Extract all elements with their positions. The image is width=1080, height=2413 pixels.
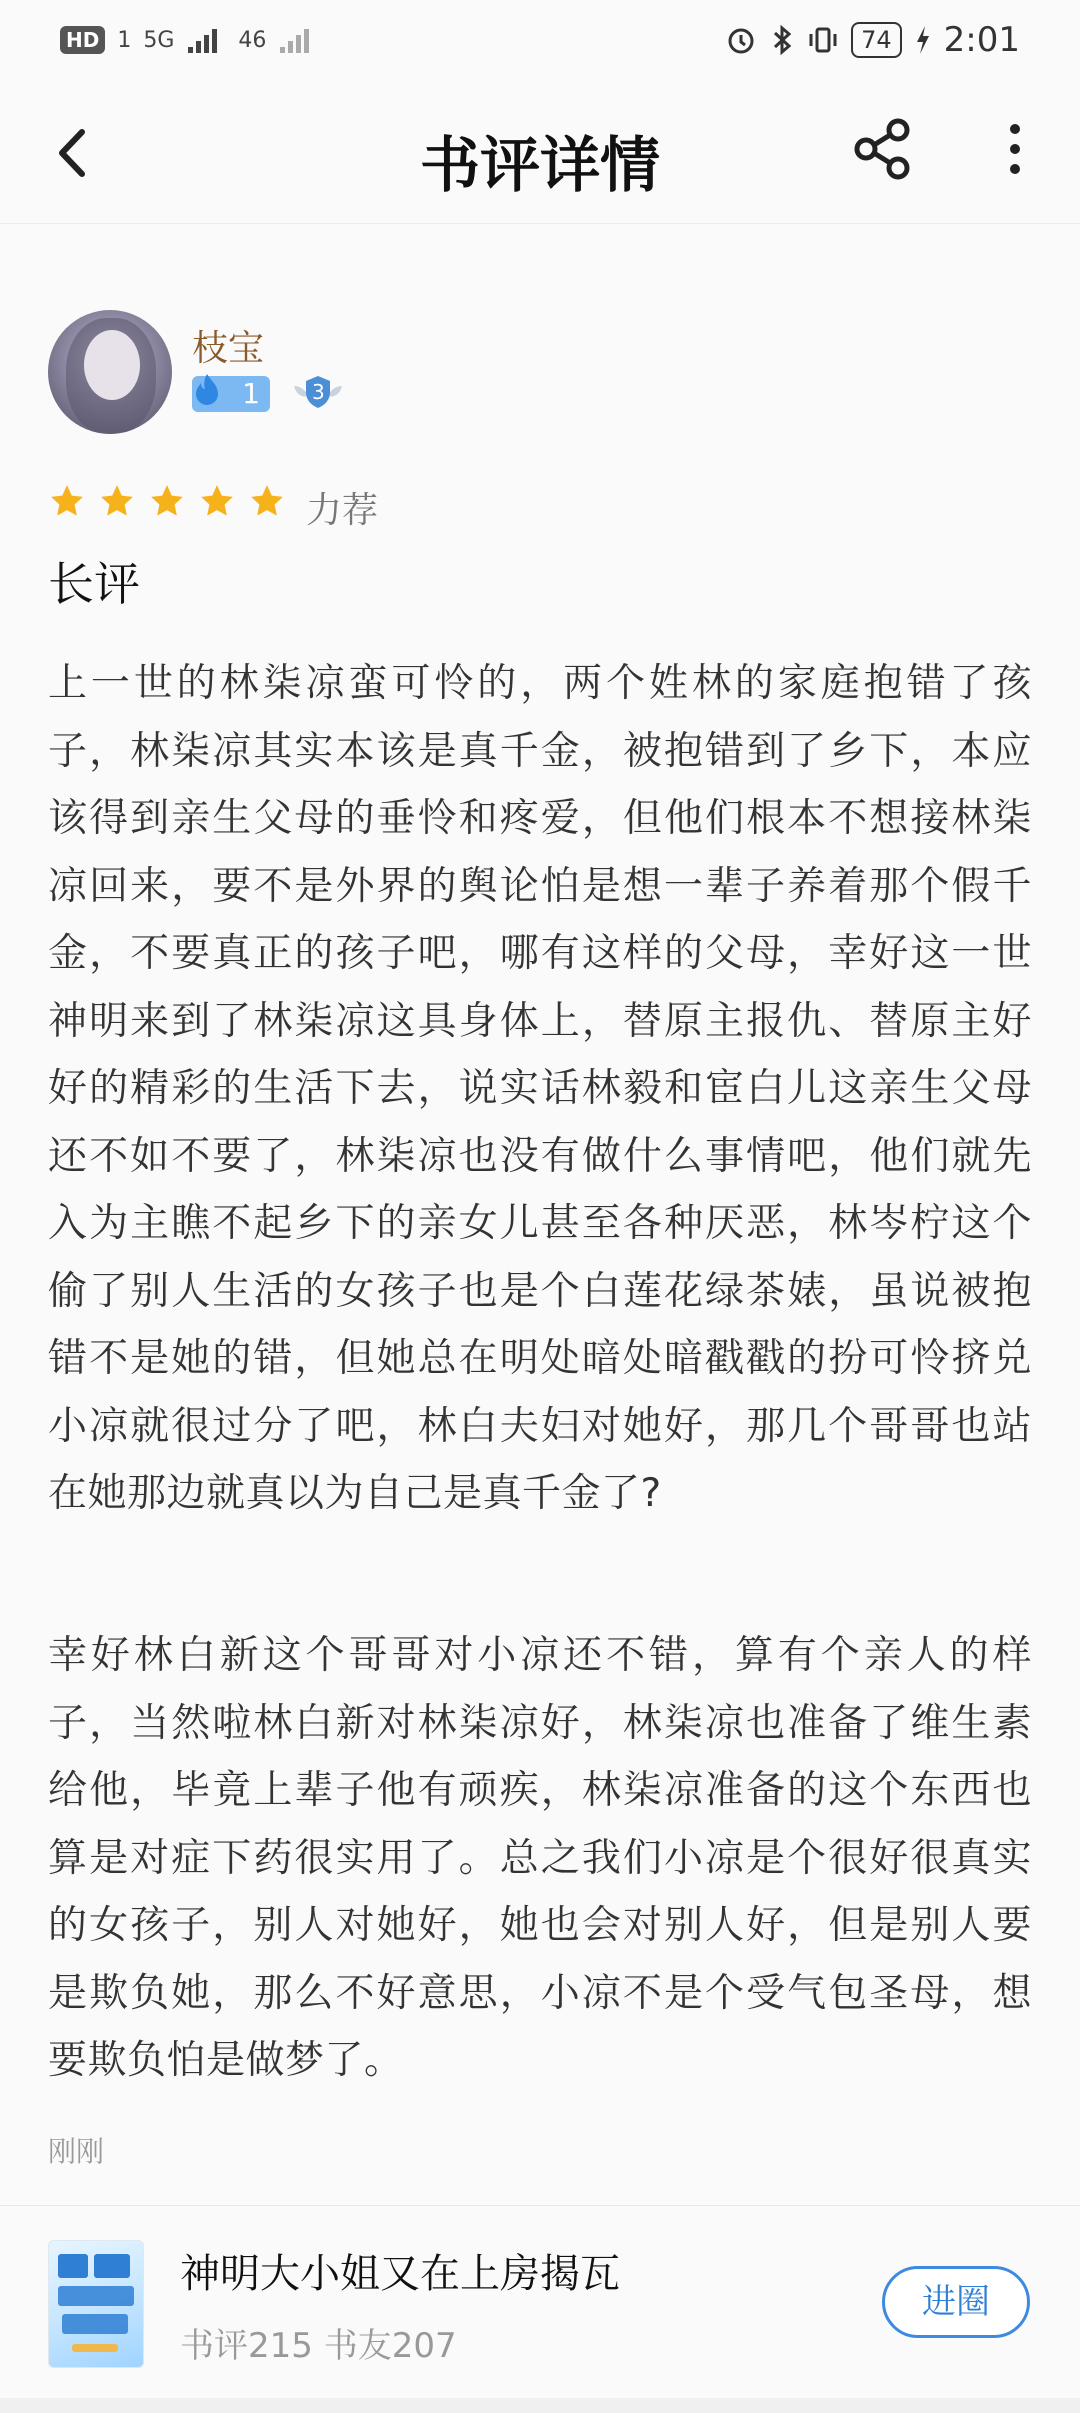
review-type: 长评 xyxy=(48,557,140,611)
battery-indicator: 74 xyxy=(851,22,902,58)
book-cover[interactable] xyxy=(48,2240,144,2368)
page-title: 书评详情 xyxy=(420,131,660,201)
status-bar xyxy=(0,0,1080,80)
star-icon xyxy=(198,482,236,520)
network-46: 46 xyxy=(238,27,267,53)
book-title[interactable]: 神明大小姐又在上房揭瓦 xyxy=(180,2251,620,2297)
level-badge xyxy=(192,376,270,412)
enter-circle-button[interactable]: 进圈 xyxy=(882,2266,1030,2338)
review-timestamp: 刚刚 xyxy=(48,2135,105,2168)
share-icon[interactable] xyxy=(848,114,918,184)
review-paragraph: 上一世的林柒凉蛮可怜的，两个姓林的家庭抱错了孩子，林柒凉其实本该是真千金，被抱错到了乡下，本应该得到亲生父母的垂怜和疼爱，但他们根本不想接林柒凉回来，要不是外界的舆论怕是想一辈子养着那个假千金，不要真正的孩子吧，哪有这样的父母，幸好这一世神明来到了林柒凉这具身体上，替原主报仇、替原主好好的精彩的生活下去，说实话林毅和宦白儿这亲生父母还不如不要了，林柒凉也没有做什么事情吧，他们就先入为主瞧不起乡下的亲女儿甚至各种厌恶，林岑柠这个偷了别人生活的女孩子也是个白莲花绿茶婊，虽说被抱错不是她的错，但她总在明处暗处暗戳戳的扮可怜挤兑小凉就很过分了吧，林白夫妇对她好，那几个哥哥也站在她那边就真以为自己是真千金了? xyxy=(48,661,1032,1516)
status-left xyxy=(60,25,318,55)
star-icon xyxy=(98,482,136,520)
bottom-edge xyxy=(0,2398,1080,2413)
review-paragraph: 幸好林白新这个哥哥对小凉还不错，算有个亲人的样子，当然啦林白新对林柒凉好，林柒凉也准备了维生素给他，毕竟上辈子他有顽疾，林柒凉准备的这个东西也算是对症下药很实用了。总之我们小凉是个很好很真实的女孩子，别人对她好，她也会对别人好，但是别人要是欺负她，那么不好意思，小凉不是个受气包圣母，想要欺负怕是做梦了。 xyxy=(48,1633,1032,2083)
avatar[interactable] xyxy=(48,310,172,434)
star-icon xyxy=(248,482,286,520)
clock: 2:01 xyxy=(943,20,1020,60)
fan-badge-number: 3 xyxy=(312,380,325,404)
star-icon xyxy=(148,482,186,520)
flame-icon xyxy=(190,372,224,408)
network-5g: 5G xyxy=(143,27,175,53)
vibrate-icon xyxy=(807,24,839,56)
bluetooth-icon xyxy=(769,24,795,56)
hd-badge: HD xyxy=(60,26,105,54)
star-rating xyxy=(48,482,286,520)
divider xyxy=(0,2205,1080,2206)
sim-indicator: 1 xyxy=(117,27,132,53)
more-icon[interactable] xyxy=(985,114,1045,184)
alarm-icon xyxy=(725,24,757,56)
top-app-bar xyxy=(0,80,1080,224)
level-number: 1 xyxy=(242,377,260,410)
signal-weak-icon xyxy=(278,25,318,55)
reviewer-name[interactable]: 枝宝 xyxy=(192,328,265,369)
signal-icon xyxy=(186,25,226,55)
rating-label: 力荐 xyxy=(306,490,379,531)
charging-icon xyxy=(914,24,932,56)
status-right xyxy=(725,20,1020,60)
star-icon xyxy=(48,482,86,520)
book-stats: 书评215 书友207 xyxy=(180,2326,457,2366)
fan-badge xyxy=(288,372,348,416)
